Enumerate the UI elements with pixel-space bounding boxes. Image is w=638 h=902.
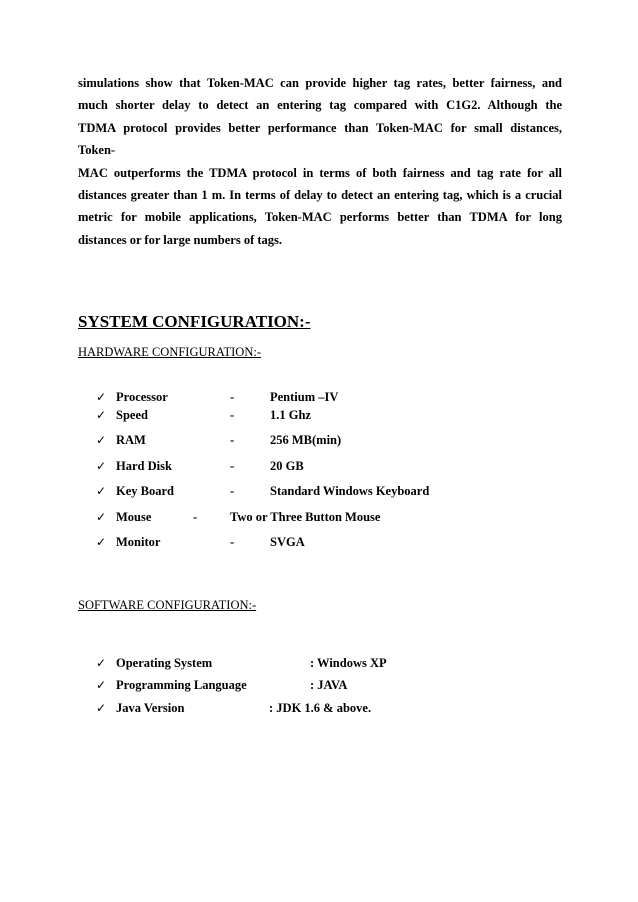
intro-line: Token- [78, 143, 116, 158]
hardware-configuration-heading: HARDWARE CONFIGURATION:- [78, 345, 261, 359]
check-icon: ✓ [96, 678, 107, 692]
check-icon: ✓ [96, 510, 107, 524]
item-separator: - [230, 408, 235, 422]
item-separator: - [193, 510, 198, 524]
intro-line: much shorter delay to detect an entering tag compared with C1G2. Although the [78, 98, 562, 113]
system-configuration-heading: SYSTEM CONFIGURATION:- [78, 312, 311, 331]
check-icon: ✓ [96, 408, 107, 422]
item-label: Mouse [116, 510, 152, 524]
check-icon: ✓ [96, 535, 107, 549]
item-value: Two or Three Button Mouse [230, 510, 381, 524]
check-icon: ✓ [96, 390, 107, 404]
item-separator: - [230, 484, 235, 498]
item-label: RAM [116, 433, 146, 447]
check-icon: ✓ [96, 701, 107, 715]
check-icon: ✓ [96, 484, 107, 498]
intro-line: MAC outperforms the TDMA protocol in terms of both fairness and tag rate for all [78, 165, 562, 180]
software-configuration-heading: SOFTWARE CONFIGURATION:- [78, 598, 257, 612]
item-value: 20 GB [270, 459, 304, 473]
item-value: 256 MB(min) [270, 433, 342, 447]
check-icon: ✓ [96, 656, 107, 670]
item-label: Java Version [116, 701, 185, 715]
item-label: Processor [116, 390, 168, 404]
item-separator: - [230, 459, 235, 473]
item-label: Programming Language [116, 678, 247, 692]
check-icon: ✓ [96, 459, 107, 473]
item-value: : JAVA [310, 678, 348, 692]
item-value: 1.1 Ghz [270, 408, 311, 422]
item-separator: - [230, 433, 235, 447]
intro-paragraph [78, 72, 562, 251]
intro-line: distances greater than 1 m. In terms of delay to detect an entering tag, which is a crucial [78, 187, 562, 202]
intro-line: metric for mobile applications, Token-MAC performs better than TDMA for long [78, 210, 562, 225]
intro-line: simulations show that Token-MAC can provide higher tag rates, better fairness, and [78, 76, 562, 90]
item-label: Hard Disk [116, 459, 172, 473]
item-value: : JDK 1.6 & above. [269, 701, 372, 715]
intro-line: distances or for large numbers of tags. [78, 232, 283, 247]
item-label: Key Board [116, 484, 174, 498]
item-value: : Windows XP [310, 656, 387, 670]
intro-line: TDMA protocol provides better performance than Token-MAC for small distances, [78, 120, 562, 135]
item-label: Speed [116, 408, 148, 422]
item-value: SVGA [270, 535, 305, 549]
check-icon: ✓ [96, 433, 107, 447]
item-label: Operating System [116, 656, 213, 670]
item-separator: - [230, 535, 235, 549]
item-separator: - [230, 390, 235, 404]
item-value: Standard Windows Keyboard [270, 484, 430, 498]
item-label: Monitor [116, 535, 161, 549]
item-value: Pentium –IV [270, 390, 339, 404]
